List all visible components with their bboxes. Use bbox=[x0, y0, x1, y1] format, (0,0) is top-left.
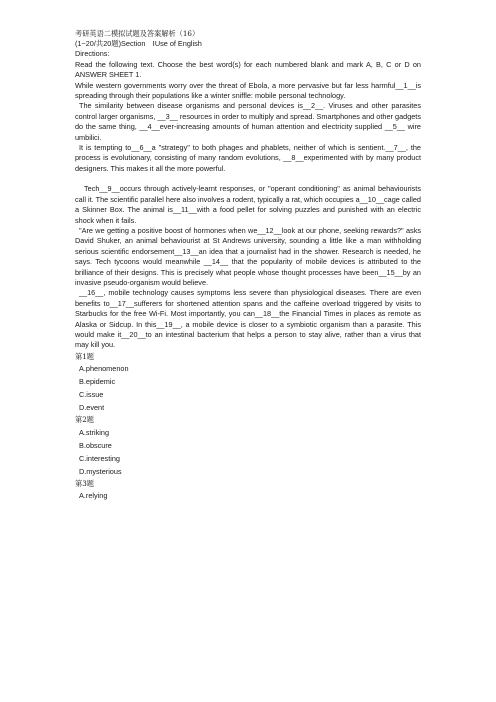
section-subtitle: (1~20/共20题)Section ⅠUse of English bbox=[75, 39, 202, 48]
option-a: A.relying bbox=[79, 491, 108, 500]
passage-paragraph-6: __16__, mobile technology causes symptoms less severe than physiological diseases. There are even benefits to__17__sufferers for shortened attention spans and the caffeine overload triggered by visits to Starbucks for the free Wi-Fi. Most importantly, you can__18__the Financial Times in places as remote as Alaska or Sidcup. In this__19__, a mobile device is closer to a symbiotic organism than a parasite. This would make it__20__to an intestinal bacterium that helps a person to stay alive, rather than a virus that may kill you. bbox=[75, 288, 421, 350]
document-page bbox=[75, 28, 421, 502]
question-2 bbox=[75, 414, 421, 477]
option-b: B.obscure bbox=[79, 440, 112, 450]
passage-paragraph-2: The similarity between disease organisms and personal devices is__2__. Viruses and other parasites control larger organisms, __3__ resources in order to multiply and spread. Smartphones and other gadgets do the same thing, __4__ever-increasing amounts of human attention and electricity supplied __5__ wire umbilici. bbox=[75, 101, 421, 142]
question-label: 第1题 bbox=[75, 351, 94, 361]
passage-paragraph-5: "Are we getting a positive boost of hormones when we__12__look at our phone, seeking rewards?" asks David Shuker, an animal behaviourist at St Andrews university, sounding a little like a man withholding serious scientific endorsement__13__an idea that a journalist had in the shower. Research is needed, he says. Tech tycoons would meanwhile __14__ that the popularity of mobile devices is attributed to the brilliance of their designs. This is precisely what people whose thought processes have been__15__by an invasive pseudo-organism would believe. bbox=[75, 225, 421, 287]
option-d: D.mysterious bbox=[79, 466, 122, 476]
directions-label: Directions: bbox=[75, 49, 110, 59]
option-c: C.interesting bbox=[79, 453, 120, 463]
question-label: 第3题 bbox=[75, 478, 94, 488]
option-c: C.issue bbox=[79, 390, 104, 400]
passage-paragraph-1: While western governments worry over the threat of Ebola, a more pervasive but far less harmful__1__is spreading through their populations like a winter sniffle: mobile personal technology. bbox=[75, 80, 421, 101]
page-title: 考研英语二模拟试题及答案解析（16） bbox=[75, 29, 200, 38]
question-3 bbox=[75, 478, 421, 502]
passage-paragraph-3: It is tempting to__6__a "strategy" to both phages and phablets, neither of which is sentient.__7__, the process is evolutionary, consisting of many random evolutions, __8__experimented with by many product designers. This makes it all the more powerful. bbox=[75, 143, 421, 173]
paragraph-gap bbox=[75, 174, 421, 184]
option-a: A.striking bbox=[79, 427, 110, 437]
question-1 bbox=[75, 351, 421, 414]
option-b: B.epidemic bbox=[79, 377, 116, 387]
passage-paragraph-4: Tech__9__occurs through actively-learnt responses, or "operant conditioning" as animal behaviourists call it. The scientific parallel here also involves a rodent, typically a rat, which occupies a__10__cage called a Skinner Box. The animal is__11__with a food pellet for solving puzzles and punished with an electric shock when it fails. bbox=[75, 184, 421, 225]
question-label: 第2题 bbox=[75, 415, 94, 425]
option-d: D.event bbox=[79, 403, 105, 413]
directions-text: Read the following text. Choose the best word(s) for each numbered blank and mark A, B, C or D on ANSWER SHEET 1. bbox=[75, 59, 421, 80]
option-a: A.phenomenon bbox=[79, 364, 129, 374]
